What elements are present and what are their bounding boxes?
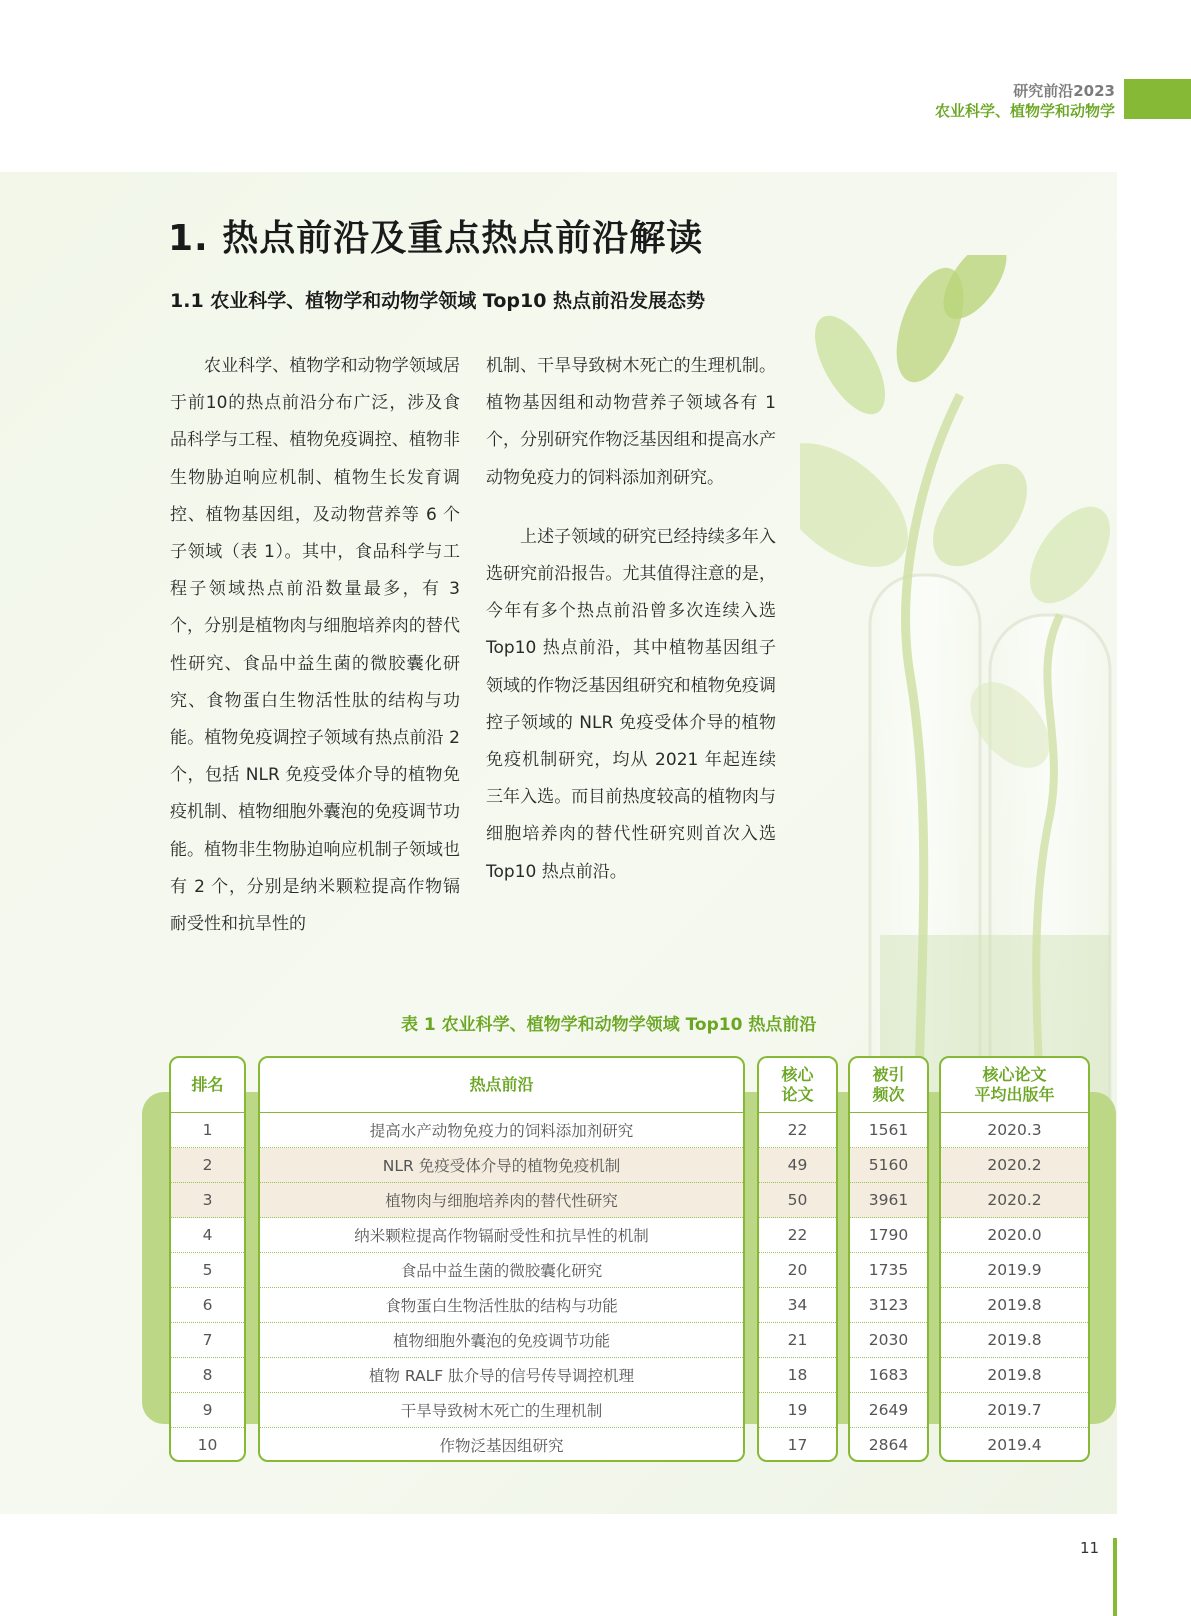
table-cell: 3961 [850, 1183, 927, 1218]
paragraph: 机制、干旱导致树木死亡的生理机制。植物基因组和动物营养子领域各有 1 个，分别研究作物泛基因组和提高水产动物免疫力的饲料添加剂研究。 [486, 356, 776, 488]
table-caption: 表 1 农业科学、植物学和动物学领域 Top10 热点前沿 [401, 1015, 817, 1035]
table-cell: 21 [759, 1323, 836, 1358]
header-line: 平均出版年 [974, 1085, 1055, 1104]
table-cell: 6 [171, 1288, 244, 1323]
table-cell: 2 [171, 1148, 244, 1183]
table-cell: 1561 [850, 1113, 927, 1148]
table-cell: 3 [171, 1183, 244, 1218]
table-cell: 2020.3 [941, 1113, 1088, 1148]
page-number-accent-line [1113, 1538, 1117, 1616]
table-cell: 2019.8 [941, 1288, 1088, 1323]
table-cell: 8 [171, 1358, 244, 1393]
table-cell: 2019.4 [987, 1436, 1042, 1454]
text-column-right [486, 348, 776, 891]
table-cell: 50 [759, 1183, 836, 1218]
subsection-heading: 1.1 农业科学、植物学和动物学领域 Top10 热点前沿发展态势 [170, 290, 706, 312]
table-cell: 2019.8 [941, 1358, 1088, 1393]
table-cell: 22 [759, 1218, 836, 1253]
table-column-front [258, 1056, 745, 1462]
table-cell: 19 [759, 1393, 836, 1428]
header-line: 核心 [781, 1065, 814, 1084]
table-cell: 17 [787, 1436, 808, 1454]
table-cell: 1683 [850, 1358, 927, 1393]
table-cell: 2020.2 [941, 1183, 1088, 1218]
table-cell: 2030 [850, 1323, 927, 1358]
table-column-citations [848, 1056, 929, 1462]
table-cell: 1735 [850, 1253, 927, 1288]
table-cell: 9 [171, 1393, 244, 1428]
table-cell: 2864 [868, 1436, 909, 1454]
table-cell: 10 [197, 1436, 218, 1454]
table-cell: 干旱导致树木死亡的生理机制 [260, 1393, 743, 1428]
table-cell: 34 [759, 1288, 836, 1323]
table-cell: 食物蛋白生物活性肽的结构与功能 [260, 1288, 743, 1323]
table-cell: 49 [759, 1148, 836, 1183]
table-column-year [939, 1056, 1090, 1462]
column-header-papers [759, 1058, 836, 1113]
table-column-rank [169, 1056, 246, 1462]
paragraph: 农业科学、植物学和动物学领域居于前10的热点前沿分布广泛，涉及食品科学与工程、植物免疫调控、植物非生物胁迫响应机制、植物生长发育调控、植物基因组，及动物营养等 6 个子领域（表 1）。其中，食品科学与工程子领域热点前沿数量最多，有 3 个，分别是植物肉与细胞培养肉的替代性研究、食品中益生菌的微胶囊化研究、食物蛋白生物活性肽的结构与功能。植物免疫调控子领域有热点前沿 2 个，包括 NLR 免疫受体介导的植物免疫机制、植物细胞外囊泡的免疫调节功能。植物非生物胁迫响应机制子领域也有 2 个，分别是纳米颗粒提高作物镉耐受性和抗旱性的 [170, 356, 460, 935]
table-cell: NLR 免疫受体介导的植物免疫机制 [260, 1148, 743, 1183]
table-cell: 2019.9 [941, 1253, 1088, 1288]
section-title: 农业科学、植物学和动物学 [934, 102, 1115, 120]
plant-leaf [1014, 493, 1117, 618]
table-cell: 食品中益生菌的微胶囊化研究 [260, 1253, 743, 1288]
table-cell: 2649 [850, 1393, 927, 1428]
table-cell: 18 [759, 1358, 836, 1393]
table-cell: 植物细胞外囊泡的免疫调节功能 [260, 1323, 743, 1358]
table-cell: 2019.8 [941, 1323, 1088, 1358]
plant-leaf [801, 305, 899, 425]
table-cell: 7 [171, 1323, 244, 1358]
table-cell: 20 [759, 1253, 836, 1288]
table-cell: 植物肉与细胞培养肉的替代性研究 [260, 1183, 743, 1218]
column-header-citations [850, 1058, 927, 1113]
header-line: 被引 [872, 1065, 905, 1084]
table-cell: 植物 RALF 肽介导的信号传导调控机理 [260, 1358, 743, 1393]
header-accent-bar [1124, 79, 1191, 119]
table-cell: 1 [171, 1113, 244, 1148]
table-column-papers [757, 1056, 838, 1462]
table-cell: 纳米颗粒提高作物镉耐受性和抗旱性的机制 [260, 1218, 743, 1253]
header-line: 核心论文 [982, 1065, 1047, 1084]
table-cell: 3123 [850, 1288, 927, 1323]
page-number: 11 [1080, 1539, 1100, 1557]
table-cell: 1790 [850, 1218, 927, 1253]
column-header-year [941, 1058, 1088, 1113]
column-header-rank: 排名 [171, 1058, 244, 1113]
report-title: 研究前沿2023 [1013, 82, 1115, 100]
table-cell: 22 [759, 1113, 836, 1148]
table-cell: 5 [171, 1253, 244, 1288]
table-cell: 4 [171, 1218, 244, 1253]
table-cell: 2020.0 [941, 1218, 1088, 1253]
column-header-front: 热点前沿 [260, 1058, 743, 1113]
header-line: 论文 [781, 1085, 814, 1104]
table-cell: 5160 [850, 1148, 927, 1183]
table-cell: 2019.7 [941, 1393, 1088, 1428]
text-column-left [170, 348, 460, 943]
section-heading: 1. 热点前沿及重点热点前沿解读 [168, 218, 704, 259]
table-cell: 作物泛基因组研究 [439, 1437, 564, 1455]
table-cell: 提高水产动物免疫力的饲料添加剂研究 [260, 1113, 743, 1148]
table-cell: 2020.2 [941, 1148, 1088, 1183]
paragraph: 上述子领域的研究已经持续多年入选研究前沿报告。尤其值得注意的是，今年有多个热点前沿曾多次连续入选 Top10 热点前沿，其中植物基因组子领域的作物泛基因组研究和植物免疫调控子领域的 NLR 免疫受体介导的植物免疫机制研究，均从 2021 年起连续三年入选。而目前热度较高的植物肉与细胞培养肉的替代性研究则首次入选 Top10 热点前沿。 [486, 526, 776, 882]
header-line: 频次 [872, 1085, 905, 1104]
